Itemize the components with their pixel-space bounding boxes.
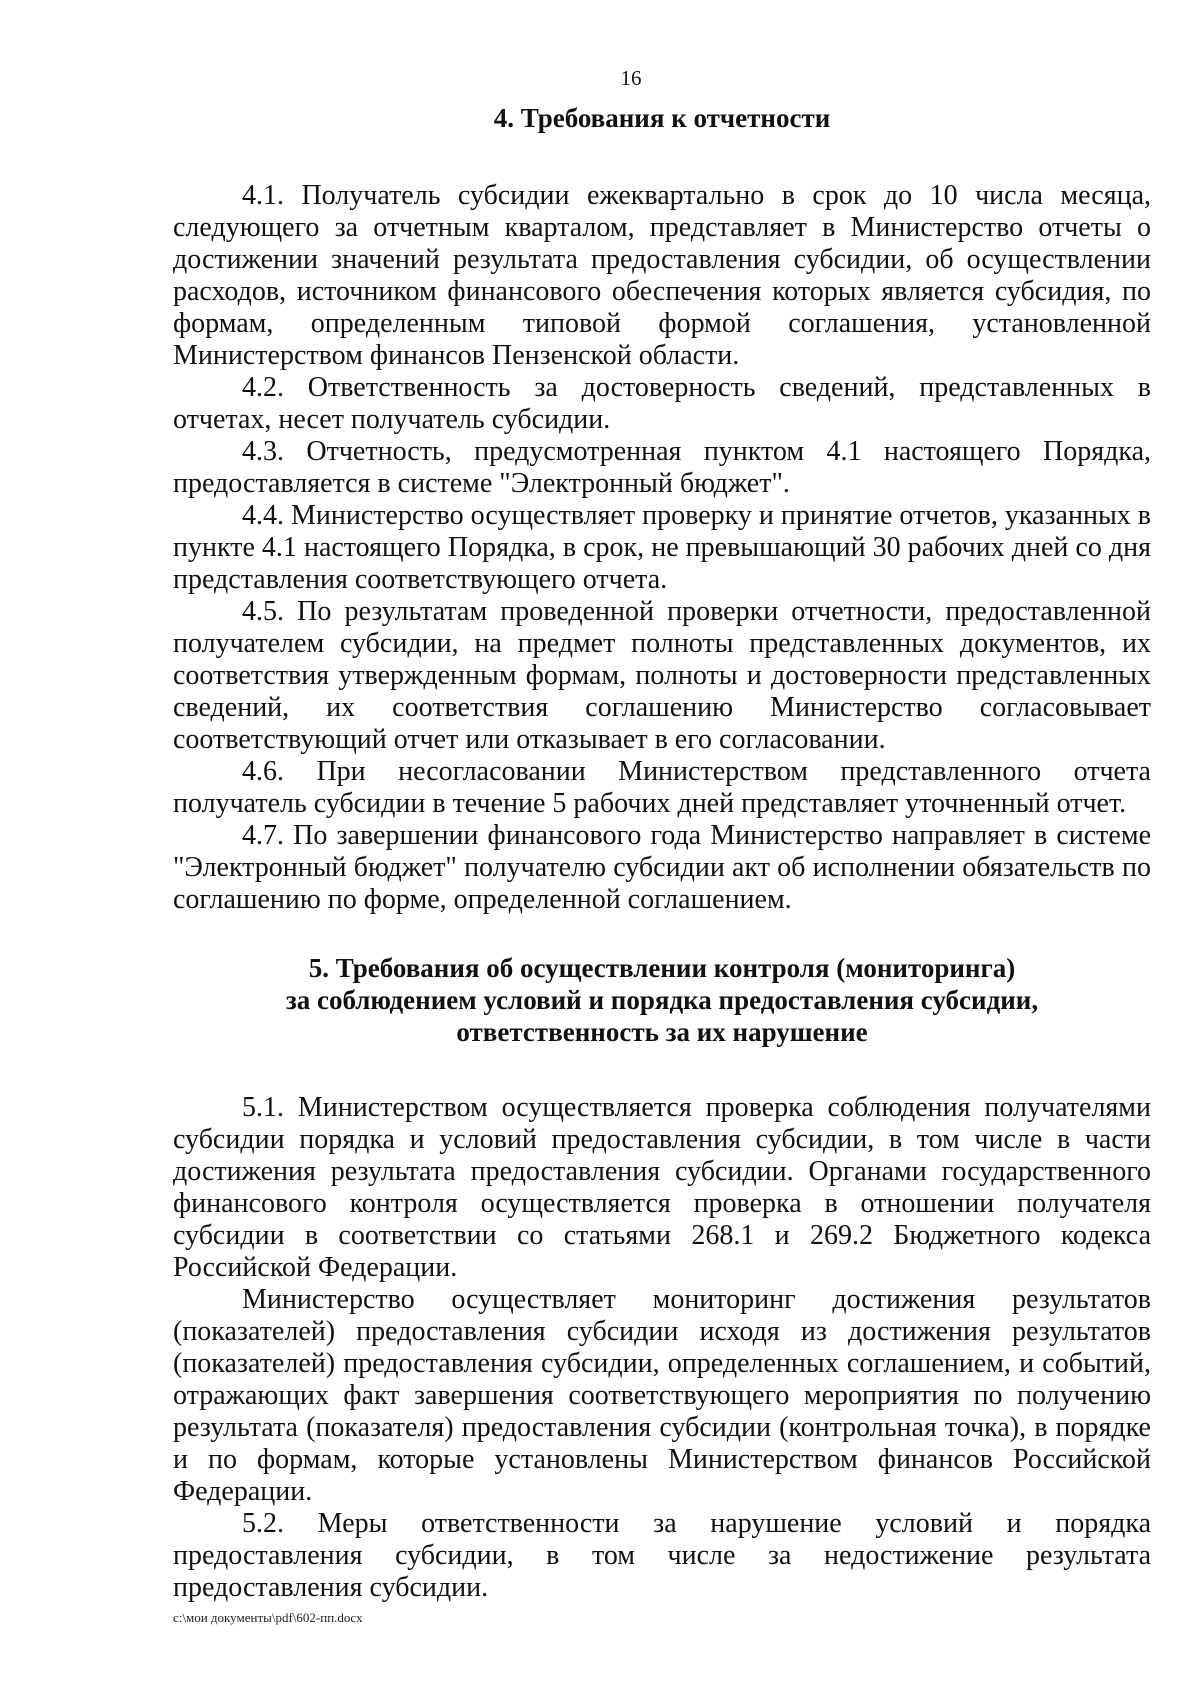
section-5-title <box>173 952 1151 1048</box>
page-number: 16 <box>620 66 642 90</box>
paragraph-4-2: 4.2. Ответственность за достоверность сведений, представленных в отчетах, несет получатель субсидии. <box>173 372 1151 435</box>
paragraph-4-1: 4.1. Получатель субсидии ежеквартально в срок до 10 числа месяца, следующего за отчетным кварталом, представляет в Министерство отчеты о достижении значений результата предоставления субсидии, об осуществлении расходов, источником финансового обеспечения которых является субсидия, по формам, определенным типовой формой соглашения, установленной Министерством финансов Пензенской области. <box>173 180 1151 371</box>
paragraph-4-6: 4.6. При несогласовании Министерством представленного отчета получатель субсидии в течение 5 рабочих дней представляет уточненный отчет. <box>173 756 1151 819</box>
section-4-title: 4. Требования к отчетности <box>493 103 831 133</box>
section-5-title-line-2: за соблюдением условий и порядка предоставления субсидии, <box>285 985 1039 1015</box>
paragraph-4-5: 4.5. По результатам проведенной проверки отчетности, предоставленной получателем субсидии, на предмет полноты представленных документов, их соответствия утвержденным формам, полноты и достоверности представленных сведений, их соответствия соглашению Министерство согласовывает соответствующий отчет или отказывает в его согласовании. <box>173 596 1151 755</box>
section-5-title-line-3: ответственность за их нарушение <box>456 1017 868 1047</box>
document-body <box>173 102 1151 1604</box>
footer-file-path: c:\мои документы\pdf\602-пп.docx <box>173 1610 363 1625</box>
paragraph-4-3: 4.3. Отчетность, предусмотренная пунктом 4.1 настоящего Порядка, предоставляется в системе "Электронный бюджет". <box>173 436 1151 499</box>
paragraph-5-monitoring: Министерство осуществляет мониторинг достижения результатов (показателей) предоставления субсидии исходя из достижения результатов (показателей) предоставления субсидии, определенных соглашением, и событий, отражающих факт завершения соответствующего мероприятия по получению результата (показателя) предоставления субсидии (контрольная точка), в порядке и по формам, которые установлены Министерством финансов Российской Федерации. <box>173 1284 1151 1507</box>
paragraph-4-4: 4.4. Министерство осуществляет проверку и принятие отчетов, указанных в пункте 4.1 настоящего Порядка, в срок, не превышающий 30 рабочих дней со дня представления соответствующего отчета. <box>173 500 1151 595</box>
paragraph-5-1: 5.1. Министерством осуществляется проверка соблюдения получателями субсидии порядка и условий предоставления субсидии, в том числе в части достижения результата предоставления субсидии. Органами государственного финансового контроля осуществляется проверка в отношении получателя субсидии в соответствии со статьями 268.1 и 269.2 Бюджетного кодекса Российской Федерации. <box>173 1092 1151 1283</box>
section-5-title-line-1: 5. Требования об осуществлении контроля (мониторинга) <box>308 953 1016 983</box>
paragraph-4-7: 4.7. По завершении финансового года Министерство направляет в системе "Электронный бюджет" получателю субсидии акт об исполнении обязательств по соглашению по форме, определенной соглашением. <box>173 820 1151 915</box>
paragraph-5-2: 5.2. Меры ответственности за нарушение условий и порядка предоставления субсидии, в том числе за недостижение результата предоставления субсидии. <box>173 1508 1151 1603</box>
